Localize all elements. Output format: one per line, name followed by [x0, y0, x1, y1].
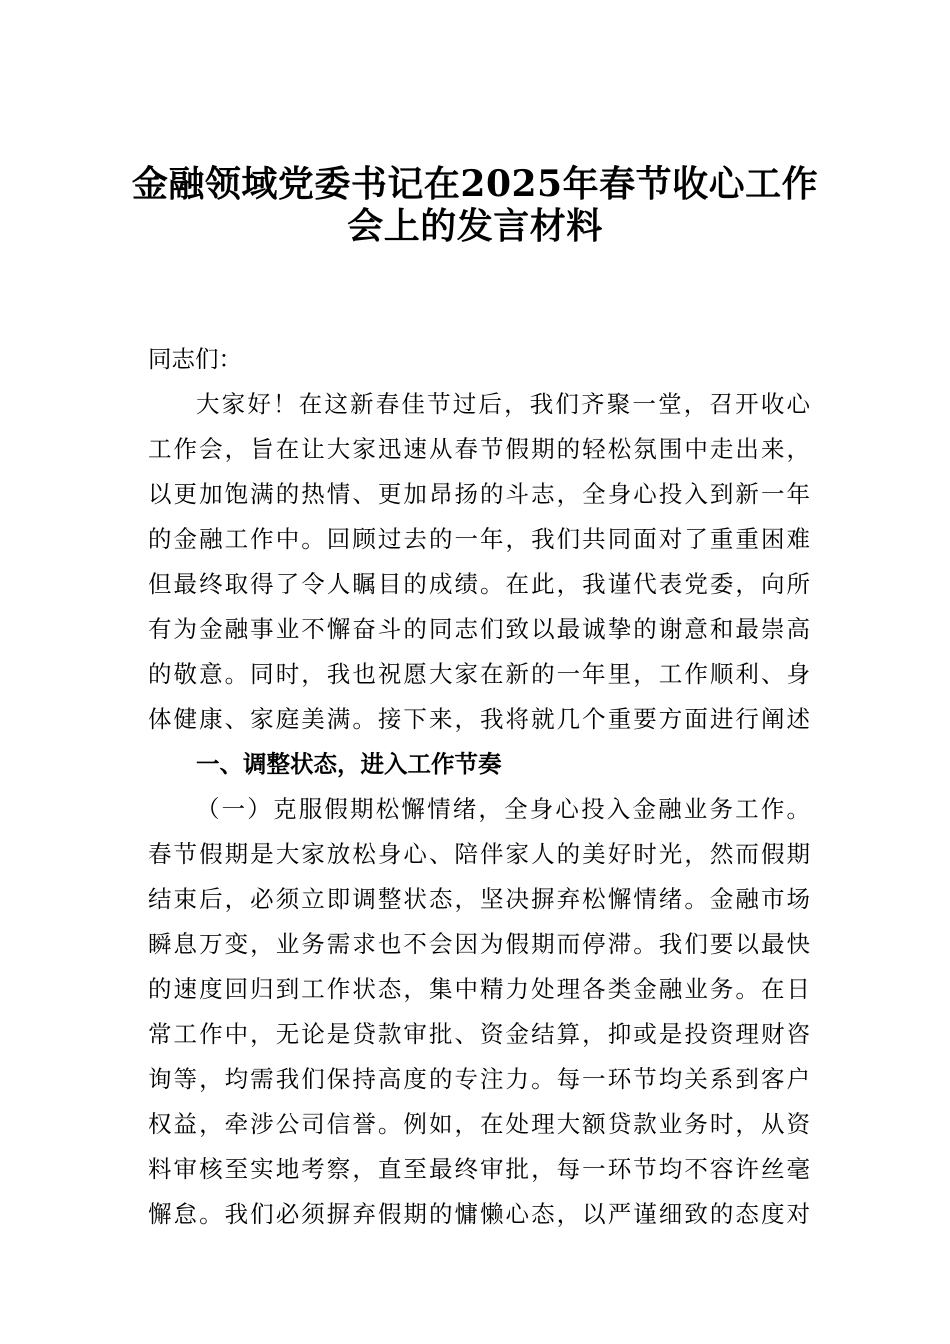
paragraph-line: 询等，均需我们保持高度的专注力。每一环节均关系到客户 [148, 1065, 810, 1093]
paragraph-line: 懈怠。我们必须摒弃假期的慵懒心态，以严谨细致的态度对 [148, 1200, 810, 1228]
paragraph-line: 瞬息万变，业务需求也不会因为假期而停滞。我们要以最快 [148, 930, 810, 958]
subsection-line: （一）克服假期松懈情绪，全身心投入金融业务工作。 [196, 795, 810, 823]
paragraph-line: 春节假期是大家放松身心、陪伴家人的美好时光，然而假期 [148, 840, 810, 868]
paragraph-line: 但最终取得了令人瞩目的成绩。在此，我谨代表党委，向所 [148, 570, 810, 598]
paragraph-line: 的敬意。同时，我也祝愿大家在新的一年里，工作顺利、身 [148, 660, 810, 688]
paragraph-line: 以更加饱满的热情、更加昂扬的斗志，全身心投入到新一年 [148, 480, 810, 508]
section-heading: 一、调整状态，进入工作节奏 [196, 750, 502, 778]
paragraph-line: 有为金融事业不懈奋斗的同志们致以最诚挚的谢意和最崇高 [148, 615, 810, 643]
paragraph-line: 的金融工作中。回顾过去的一年，我们共同面对了重重困难 [148, 525, 810, 553]
document-body [148, 337, 810, 1237]
paragraph-line: 权益，牵涉公司信誉。例如，在处理大额贷款业务时，从资 [148, 1110, 810, 1138]
paragraph-line: 结束后，必须立即调整状态，坚决摒弃松懈情绪。金融市场 [148, 885, 810, 913]
paragraph-line: 体健康、家庭美满。接下来，我将就几个重要方面进行阐述 [148, 705, 810, 733]
paragraph-line: 工作会，旨在让大家迅速从春节假期的轻松氛围中走出来， [148, 435, 810, 463]
paragraph-line: 料审核至实地考察，直至最终审批，每一环节均不容许丝毫 [148, 1155, 810, 1183]
paragraph-line: 大家好！在这新春佳节过后，我们齐聚一堂，召开收心 [196, 390, 810, 418]
paragraph-line: 的速度回归到工作状态，集中精力处理各类金融业务。在日 [148, 975, 810, 1003]
salutation: 同志们： [148, 345, 242, 373]
document-title-line-1: 金融领域党委书记在2025年春节收心工作 [131, 163, 819, 205]
paragraph-line: 常工作中，无论是贷款审批、资金结算，抑或是投资理财咨 [148, 1020, 810, 1048]
document-title-line-2: 会上的发言材料 [347, 205, 603, 247]
